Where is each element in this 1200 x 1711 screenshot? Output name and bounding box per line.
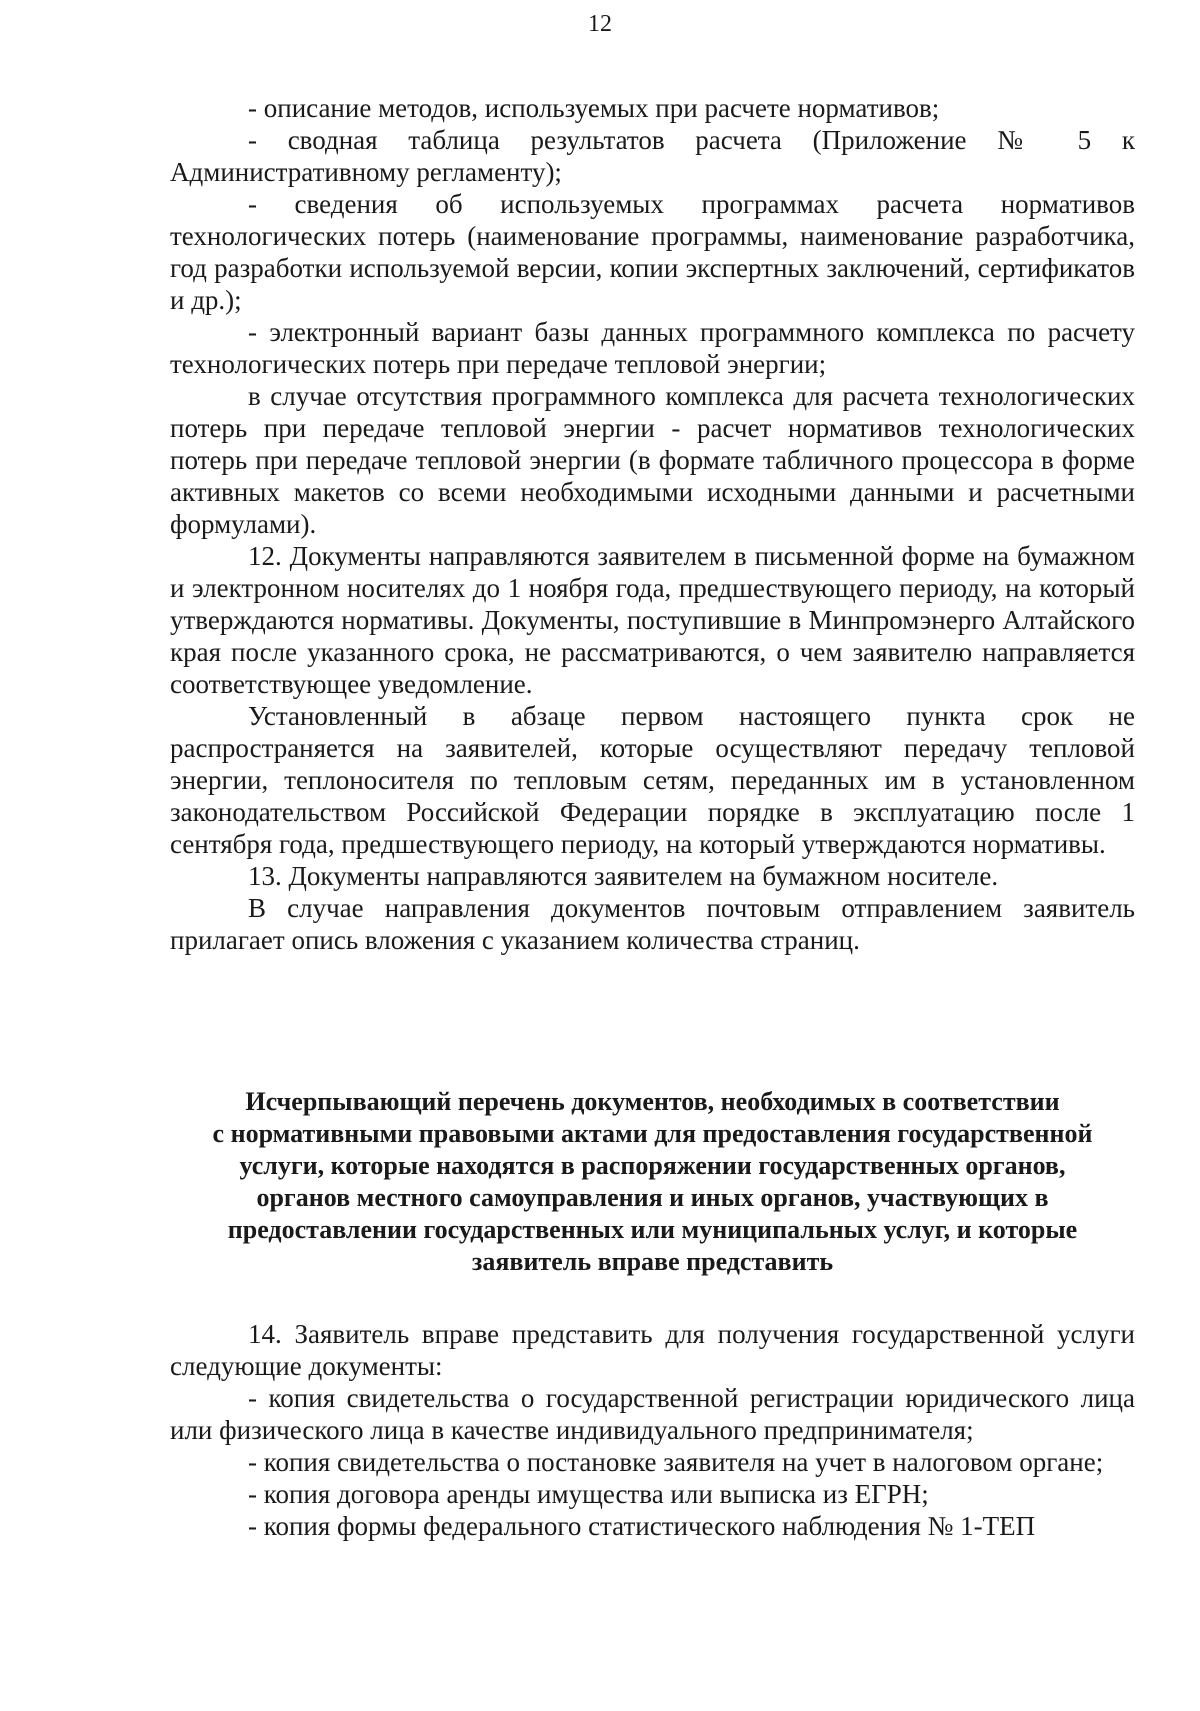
heading-line: услуги, которые находятся в распоряжении государственных органов, bbox=[239, 1151, 1066, 1180]
paragraph: - сводная таблица результатов расчета (Приложение № 5 к Административному регламенту); bbox=[170, 125, 1135, 187]
heading-line: заявитель вправе представить bbox=[471, 1247, 834, 1276]
heading-line: органов местного самоуправления и иных органов, участвующих в bbox=[256, 1183, 1049, 1212]
paragraph: - копия формы федерального статистического наблюдения № 1-ТЕП bbox=[248, 1511, 1036, 1541]
section-heading bbox=[170, 1086, 1135, 1278]
heading-line: Исчерпывающий перечень документов, необходимых в соответствии bbox=[245, 1087, 1060, 1116]
paragraph: В случае направления документов почтовым отправлением заявитель прилагает опись вложения с указанием количества страниц. bbox=[170, 893, 1135, 955]
heading-line: с нормативными правовыми актами для предоставления государственной bbox=[212, 1119, 1093, 1148]
paragraph: 13. Документы направляются заявителем на бумажном носителе. bbox=[248, 861, 999, 891]
paragraph: Установленный в абзаце первом настоящего пункта срок не распространяется на заявителей, которые осуществляют передачу тепловой энергии, теплоносителя по тепловым сетям, переданных им в установленном законодательством Российской Федерации порядке в эксплуатацию после 1 сентября года, предшествующего периоду, на который утверждаются нормативы. bbox=[170, 701, 1135, 859]
paragraph: - копия договора аренды имущества или выписка из ЕГРН; bbox=[248, 1479, 929, 1509]
paragraph: - копия свидетельства о государственной регистрации юридического лица или физического лица в качестве индивидуального предпринимателя; bbox=[170, 1383, 1135, 1445]
paragraph: 14. Заявитель вправе представить для получения государственной услуги следующие документы: bbox=[170, 1319, 1135, 1381]
heading-line: предоставлении государственных или муниципальных услуг, и которые bbox=[227, 1215, 1078, 1244]
paragraph: - электронный вариант базы данных программного комплекса по расчету технологических потерь при передаче тепловой энергии; bbox=[170, 317, 1135, 379]
paragraph: - копия свидетельства о постановке заявителя на учет в налоговом органе; bbox=[248, 1447, 1104, 1477]
paragraph: 12. Документы направляются заявителем в письменной форме на бумажном и электронном носителях до 1 ноября года, предшествующего периоду, на который утверждаются нормативы. Документы, поступившие в Минпромэнерго Алтайского края после указанного срока, не рассматриваются, о чем заявителю направляется соответствующее уведомление. bbox=[170, 541, 1135, 699]
paragraph: - сведения об используемых программах расчета нормативов технологических потерь (наименование программы, наименование разработчика, год разработки используемой версии, копии экспертных заключений, сертификатов и др.); bbox=[170, 189, 1135, 315]
paragraph: - описание методов, используемых при расчете нормативов; bbox=[248, 93, 940, 123]
page-number: 12 bbox=[588, 11, 612, 37]
body-text-top bbox=[170, 92, 1135, 956]
body-text-bottom bbox=[170, 1318, 1135, 1542]
paragraph: в случае отсутствия программного комплекса для расчета технологических потерь при передаче тепловой энергии - расчет нормативов технологических потерь при передаче тепловой энергии (в формате табличного процессора в форме активных макетов со всеми необходимыми исходными данными и расчетными формулами). bbox=[170, 381, 1135, 539]
